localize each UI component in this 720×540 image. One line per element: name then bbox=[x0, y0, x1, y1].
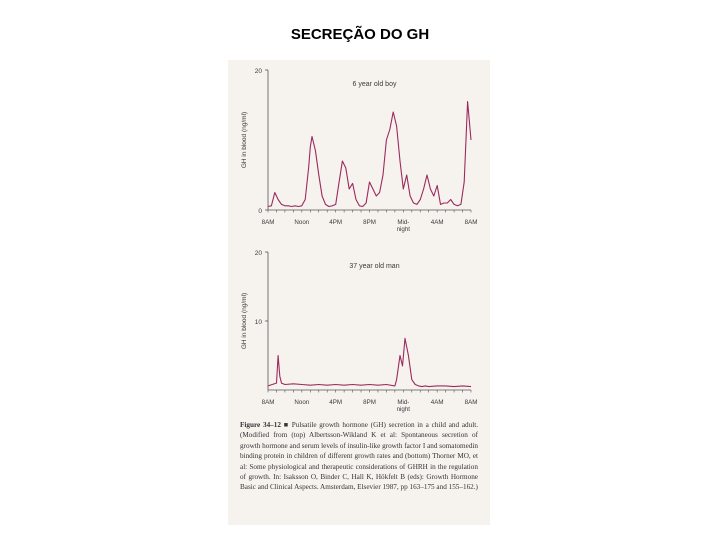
x-tick-label: 8AM bbox=[261, 399, 275, 406]
x-tick-label: 4AM bbox=[430, 219, 444, 226]
y-tick-label: 0 bbox=[258, 208, 262, 215]
y-tick-label: 10 bbox=[254, 319, 262, 326]
x-tick-label: 4PM bbox=[329, 399, 343, 406]
x-tick-label: 8AM bbox=[261, 219, 275, 226]
figure-label: Figure 34–12 bbox=[240, 421, 281, 429]
series-line bbox=[268, 102, 471, 207]
x-tick-label: 8AM bbox=[464, 219, 478, 226]
chart-title: 6 year old boy bbox=[352, 81, 397, 88]
x-tick-label: 8PM bbox=[363, 399, 376, 406]
y-axis-label: GH in blood (ng/ml) bbox=[241, 111, 248, 169]
chart-panel-1 bbox=[241, 68, 477, 233]
caption-text: ■ Pulsatile growth hormone (GH) secretion in a child and adult. (Modified from (top) Albertsson-Wikland K et al: Spontaneous secretion of growth hormone and serum levels of insulin-like growth factor I and somatomedin binding protein in children of different growth rates and (bottom) Thorner MO, et al: Some physiological and therapeutic considerations of GHRH in the regulation of growth. In: Isaksson O, Binder C, Hall K, Hökfelt B (eds): Growth Hormone Basic and Clinical Aspects. Amsterdam, Elsevier 1987, pp 163–175 and 155–162.) bbox=[240, 421, 479, 492]
x-tick-label: 4AM bbox=[430, 399, 444, 406]
x-tick-label: 8AM bbox=[464, 399, 478, 406]
x-tick-label: 4PM bbox=[329, 219, 343, 226]
x-tick-label: Noon bbox=[294, 219, 310, 226]
chart-panel-2 bbox=[241, 250, 477, 413]
x-tick-label: 8PM bbox=[363, 219, 376, 226]
charts-svg bbox=[228, 60, 490, 420]
y-tick-label: 20 bbox=[254, 68, 262, 75]
x-tick-label: Mid-night bbox=[396, 219, 411, 233]
series-line bbox=[268, 338, 471, 386]
y-tick-label: 20 bbox=[254, 250, 262, 257]
slide-title: SECREÇÃO DO GH bbox=[290, 26, 430, 43]
x-tick-label: Noon bbox=[294, 399, 310, 406]
x-tick-label: Mid-night bbox=[396, 399, 411, 413]
y-axis-label: GH in blood (ng/ml) bbox=[241, 292, 248, 350]
chart-title: 37 year old man bbox=[349, 263, 400, 270]
figure-caption bbox=[240, 420, 478, 493]
